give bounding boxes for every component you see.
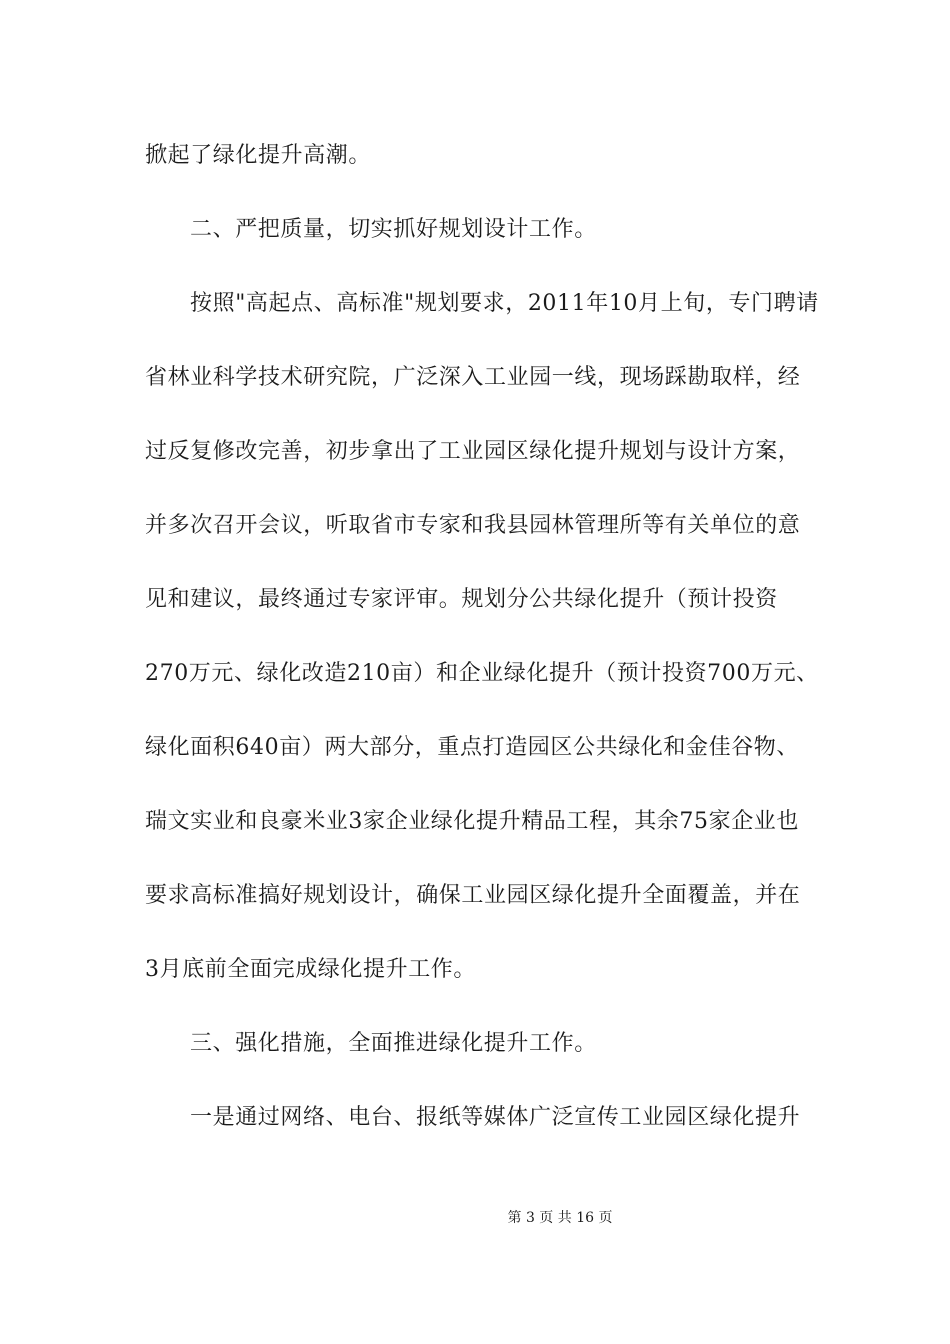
text-line: 3月底前全面完成绿化提升工作。 — [145, 957, 476, 982]
text-line: 270万元、绿化改造210亩）和企业绿化提升（预计投资700万元、 — [145, 661, 819, 686]
text-line: 按照"高起点、高标准"规划要求，2011年10月上旬，专门聘请 — [190, 291, 819, 316]
section-heading: 三、强化措施，全面推进绿化提升工作。 — [190, 1031, 597, 1056]
text-line: 并多次召开会议，听取省市专家和我县园林管理所等有关单位的意 — [145, 513, 801, 538]
text-line: 一是通过网络、电台、报纸等媒体广泛宣传工业园区绿化提升 — [190, 1105, 801, 1130]
text-line: 见和建议，最终通过专家评审。规划分公共绿化提升（预计投资 — [145, 587, 778, 612]
text-line: 省林业科学技术研究院，广泛深入工业园一线，现场踩勘取样，经 — [145, 365, 801, 390]
text-line: 瑞文实业和良豪米业3家企业绿化提升精品工程，其余75家企业也 — [145, 809, 799, 834]
text-line: 过反复修改完善，初步拿出了工业园区绿化提升规划与设计方案， — [145, 439, 801, 464]
section-heading: 二、严把质量，切实抓好规划设计工作。 — [190, 217, 597, 242]
text-line: 绿化面积640亩）两大部分，重点打造园区公共绿化和金佳谷物、 — [145, 735, 799, 760]
page-number-footer: 第 3 页 共 16 页 — [507, 1210, 613, 1226]
text-line: 掀起了绿化提升高潮。 — [145, 143, 372, 168]
text-line: 要求高标准搞好规划设计，确保工业园区绿化提升全面覆盖，并在 — [145, 883, 801, 908]
